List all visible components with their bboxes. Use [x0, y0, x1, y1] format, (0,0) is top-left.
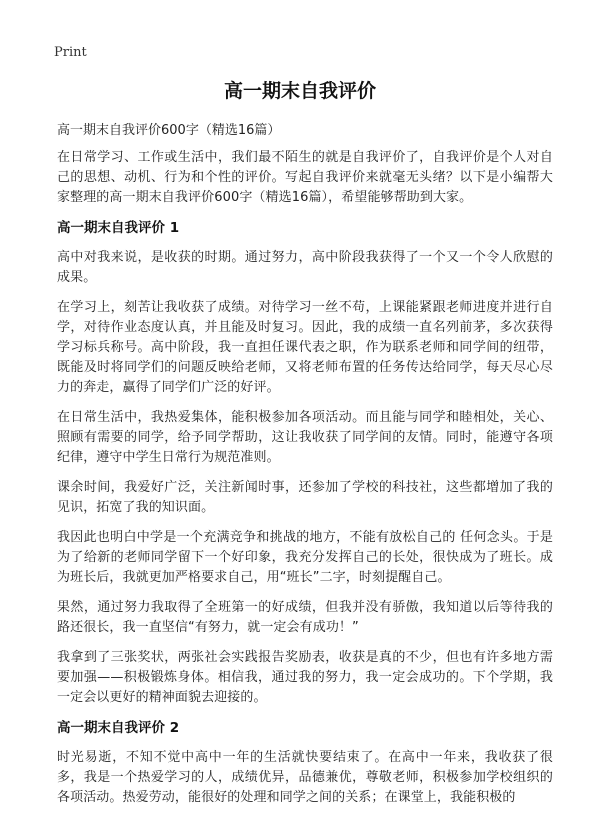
paragraph: 在学习上，刻苦让我收获了成绩。对待学习一丝不苟，上课能紧跟老师进度并进行自学，对待作业态度认真，并且能及时复习。因此，我的成绩一直名列前茅，多次获得学习标兵称号。高中阶段，我一直担任课代表之职，作为联系老师和同学间的纽带，既能及时将同学们的问题反映给老师，又将老师布置的任务传达给同学，每天尽心尽力的奔走，赢得了同学们广泛的好评。	[57, 300, 553, 395]
article-subtitle: 高一期末自我评价600字（精选16篇）	[57, 123, 281, 138]
section-heading: 高一期末自我评价 1	[57, 220, 180, 236]
section-heading: 高一期末自我评价 2	[57, 720, 180, 736]
intro-paragraph: 在日常学习、工作或生活中，我们最不陌生的就是自我评价了，自我评价是个人对自己的思想、动机、行为和个性的评价。写起自我评价来就毫无头绪？以下是小编帮大家整理的高一期末自我评价600字（精选16篇），希望能够帮助到大家。	[57, 150, 553, 205]
paragraph: 在日常生活中，我热爱集体，能积极参加各项活动。而且能与同学和睦相处，关心、照顾有需要的同学，给予同学帮助，这让我收获了同学间的友情。同时，能遵守各项纪律，遵守中学生日常行为规范准则。	[57, 410, 553, 465]
paragraph: 我因此也明白中学是一个充满竞争和挑战的地方，不能有放松自己的 任何念头。于是为了给新的老师同学留下一个好印象，我充分发挥自己的长处，很快成为了班长。成为班长后，我就更加严格要求自己，用“班长”二字，时刻提醒自己。	[57, 530, 553, 585]
paragraph: 果然，通过努力我取得了全班第一的好成绩，但我并没有骄傲，我知道以后等待我的路还很长，我一直坚信“有努力，就一定会有成功！”	[57, 600, 553, 635]
page-title: 高一期末自我评价	[223, 80, 376, 102]
paragraph: 高中对我来说，是收获的时期。通过努力，高中阶段我获得了一个又一个令人欣慰的成果。	[57, 250, 553, 285]
print-link[interactable]: Print	[54, 45, 87, 60]
paragraph: 课余时间，我爱好广泛，关注新闻时事，还参加了学校的科技社，这些都增加了我的见识，拓宽了我的知识面。	[57, 480, 553, 515]
paragraph: 时光易逝，不知不觉中高中一年的生活就快要结束了。在高中一年来，我收获了很多，我是一个热爱学习的人，成绩优异，品德兼优，尊敬老师，积极参加学校组织的各项活动。热爱劳动，能很好的处理和同学之间的关系；在课堂上，我能积极的	[57, 750, 553, 805]
paragraph: 我拿到了三张奖状，两张社会实践报告奖励表，收获是真的不少，但也有许多地方需要加强——积极锻炼身体。相信我，通过我的努力，我一定会成功的。下个学期，我一定会以更好的精神面貌去迎接的。	[57, 650, 553, 705]
article-body	[57, 148, 553, 818]
